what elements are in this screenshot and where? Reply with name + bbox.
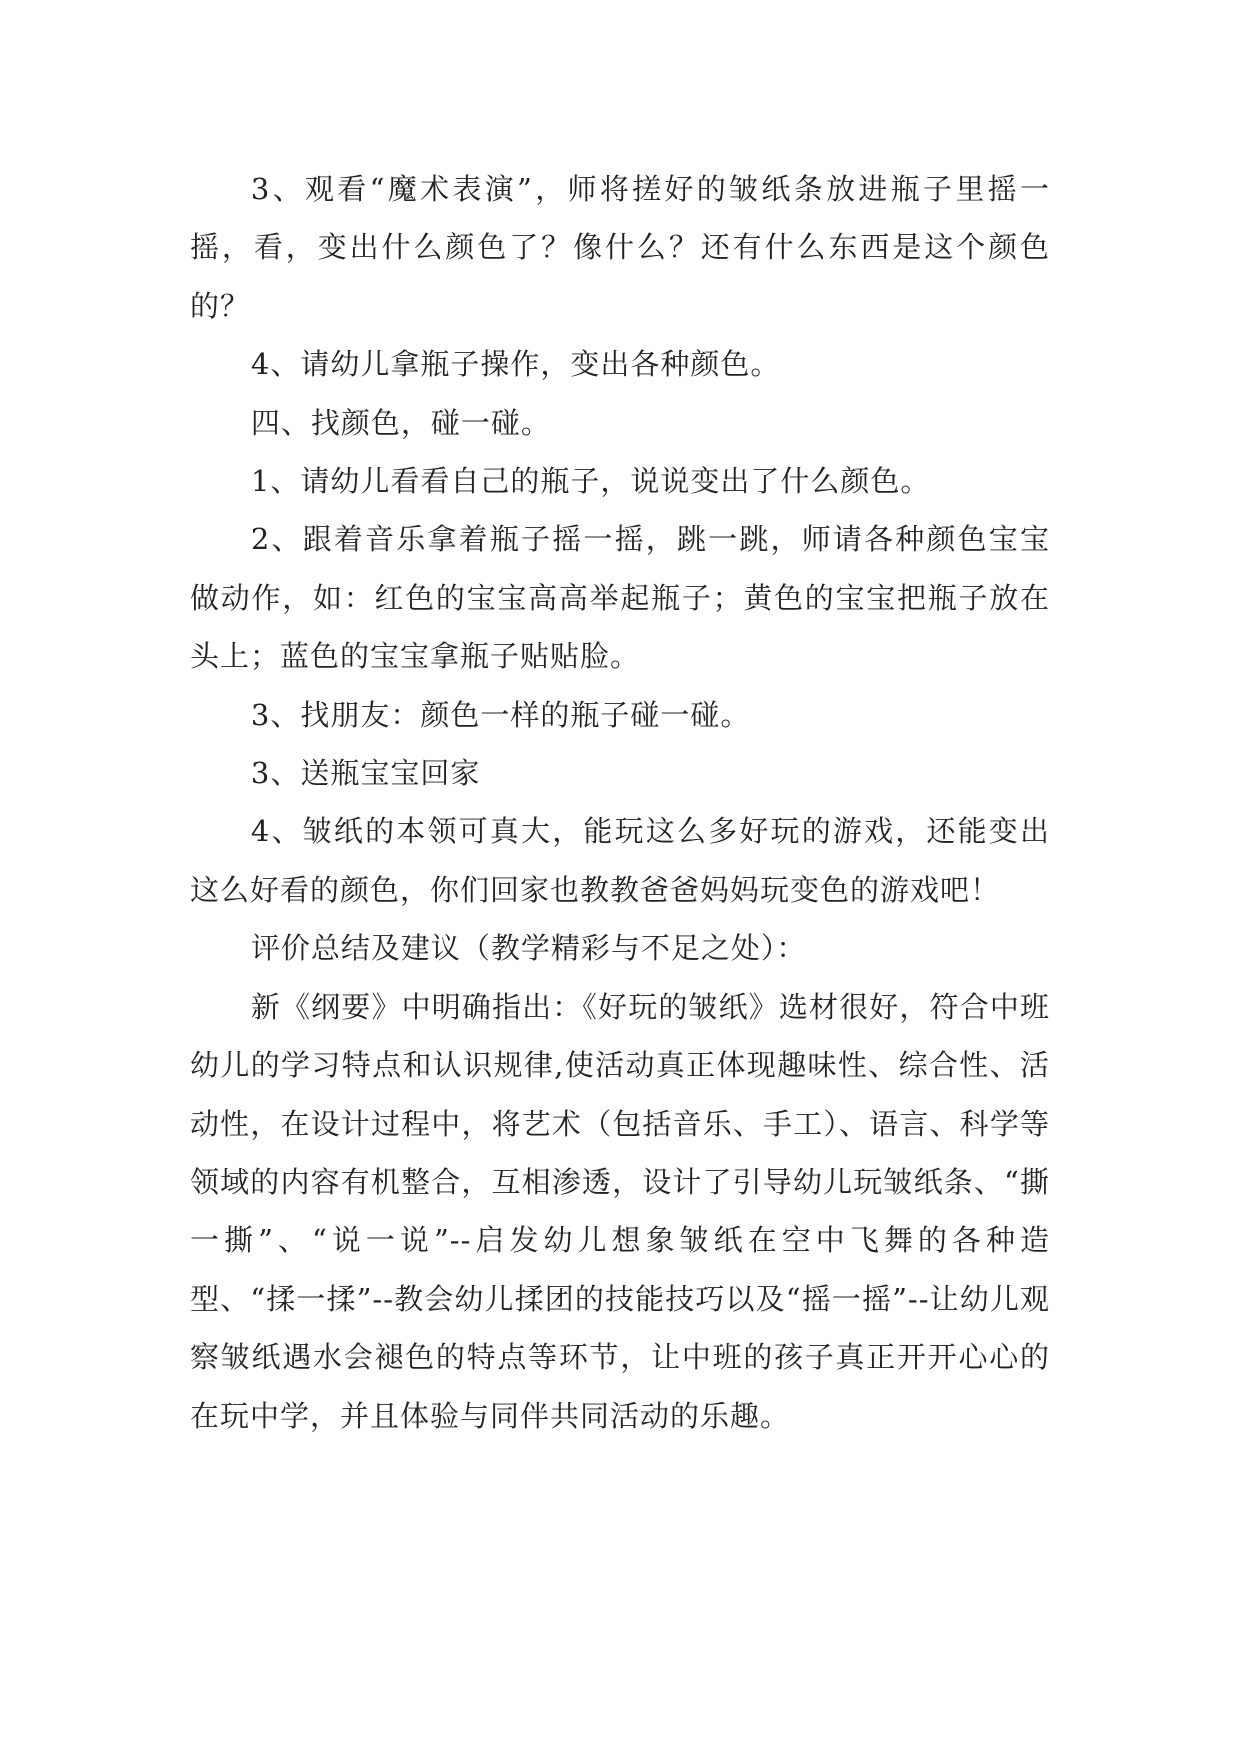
paragraph-evaluation-body: 新《纲要》中明确指出：《好玩的皱纸》选材很好，符合中班幼儿的学习特点和认识规律,使活动真正体现趣味性、综合性、活动性，在设计过程中，将艺术（包括音乐、手工）、语言、科学等领域的内容有机整合，互相渗透，设计了引导幼儿玩皱纸条、“撕一撕”、“说一说”--启发幼儿想象皱纸在空中飞舞的各种造型、“揉一揉”--教会幼儿揉团的技能技巧以及“摇一摇”--让幼儿观察皱纸遇水会褪色的特点等环节，让中班的孩子真正开开心心的在玩中学，并且体验与同伴共同活动的乐趣。 xyxy=(190,989,1050,1433)
paragraph-music-shake: 2、跟着音乐拿着瓶子摇一摇，跳一跳，师请各种颜色宝宝做动作，如：红色的宝宝高高举起瓶子；黄色的宝宝把瓶子放在头上；蓝色的宝宝拿瓶子贴贴脸。 xyxy=(190,522,1050,674)
paragraph-magic-show: 3、观看“魔术表演”，师将搓好的皱纸条放进瓶子里摇一摇，看，变出什么颜色了？像什么？还有什么东西是这个颜色的？ xyxy=(190,172,1050,323)
paragraph-look-bottle: 1、请幼儿看看自己的瓶子，说说变出了什么颜色。 xyxy=(250,464,931,499)
paragraph-crepe-paper-ability: 4、皱纸的本领可真大，能玩这么多好玩的游戏，还能变出这么好看的颜色，你们回家也教教爸爸妈妈玩变色的游戏吧！ xyxy=(190,814,1050,907)
section-heading-find-colors: 四、找颜色，碰一碰。 xyxy=(250,405,551,440)
paragraph-operate-bottle: 4、请幼儿拿瓶子操作，变出各种颜色。 xyxy=(250,347,781,382)
section-heading-evaluation: 评价总结及建议（教学精彩与不足之处）： xyxy=(250,931,807,966)
document-body xyxy=(190,160,1050,1445)
paragraph-find-friends: 3、找朋友：颜色一样的瓶子碰一碰。 xyxy=(250,697,751,732)
paragraph-send-home: 3、送瓶宝宝回家 xyxy=(250,756,481,791)
